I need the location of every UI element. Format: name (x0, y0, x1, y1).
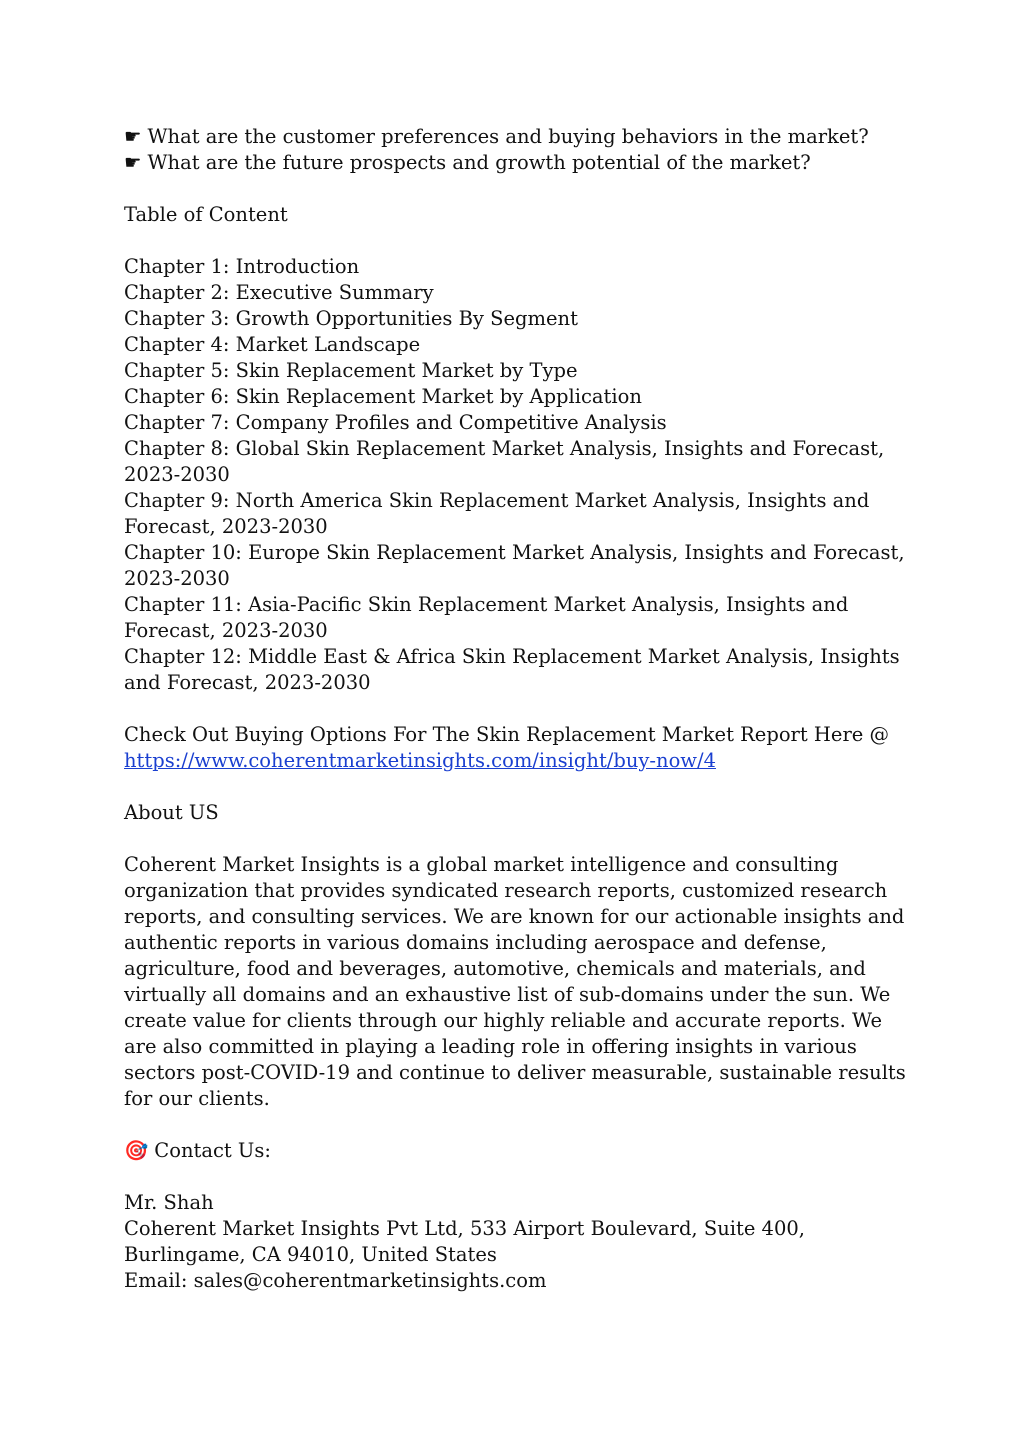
contact-name: Mr. Shah (124, 1191, 214, 1214)
contact-email: Email: sales@coherentmarketinsights.com (124, 1269, 547, 1292)
contact-heading: Contact Us: (154, 1139, 271, 1162)
question-item (124, 150, 914, 176)
contact-address: Coherent Market Insights Pvt Ltd, 533 Airport Boulevard, Suite 400, Burlingame, CA 94010, United States (124, 1217, 805, 1266)
toc-item: Chapter 2: Executive Summary (124, 281, 434, 304)
toc-item: Chapter 12: Middle East & Africa Skin Replacement Market Analysis, Insights and Forecast, 2023-2030 (124, 645, 900, 694)
toc-item: Chapter 7: Company Profiles and Competitive Analysis (124, 411, 667, 434)
toc-item: Chapter 3: Growth Opportunities By Segment (124, 307, 578, 330)
question-text: What are the customer preferences and buying behaviors in the market? (147, 125, 869, 148)
toc-heading: Table of Content (124, 203, 288, 226)
toc-item: Chapter 4: Market Landscape (124, 333, 421, 356)
target-icon: 🎯 (124, 1139, 149, 1162)
contact-heading-row (124, 1138, 914, 1164)
toc-item: Chapter 9: North America Skin Replacement Market Analysis, Insights and Forecast, 2023-2030 (124, 489, 870, 538)
toc-item: Chapter 5: Skin Replacement Market by Type (124, 359, 578, 382)
pointing-hand-icon: ☛ (124, 151, 142, 174)
buy-now-link[interactable]: https://www.coherentmarketinsights.com/insight/buy-now/4 (124, 749, 716, 772)
buying-options-text: Check Out Buying Options For The Skin Replacement Market Report Here @ (124, 723, 890, 746)
document-page (124, 124, 914, 1294)
question-item (124, 124, 914, 150)
toc-item: Chapter 11: Asia-Pacific Skin Replacement Market Analysis, Insights and Forecast, 2023-2030 (124, 593, 849, 642)
toc-item: Chapter 6: Skin Replacement Market by Application (124, 385, 642, 408)
about-heading: About US (124, 801, 219, 824)
toc-item: Chapter 1: Introduction (124, 255, 360, 278)
toc-item: Chapter 10: Europe Skin Replacement Market Analysis, Insights and Forecast, 2023-2030 (124, 541, 905, 590)
question-text: What are the future prospects and growth potential of the market? (147, 151, 811, 174)
about-paragraph: Coherent Market Insights is a global market intelligence and consulting organization that provides syndicated research reports, customized research reports, and consulting services. We are known for our actionable insights and authentic reports in various domains including aerospace and defense, agriculture, food and beverages, automotive, chemicals and materials, and virtually all domains and an exhaustive list of sub-domains under the sun. We create value for clients through our highly reliable and accurate reports. We are also committed in playing a leading role in offering insights in various sectors post-COVID-19 and continue to deliver measurable, sustainable results for our clients. (124, 853, 906, 1110)
toc-item: Chapter 8: Global Skin Replacement Market Analysis, Insights and Forecast, 2023-2030 (124, 437, 885, 486)
toc-list (124, 254, 914, 696)
pointing-hand-icon: ☛ (124, 125, 142, 148)
question-list (124, 124, 914, 176)
